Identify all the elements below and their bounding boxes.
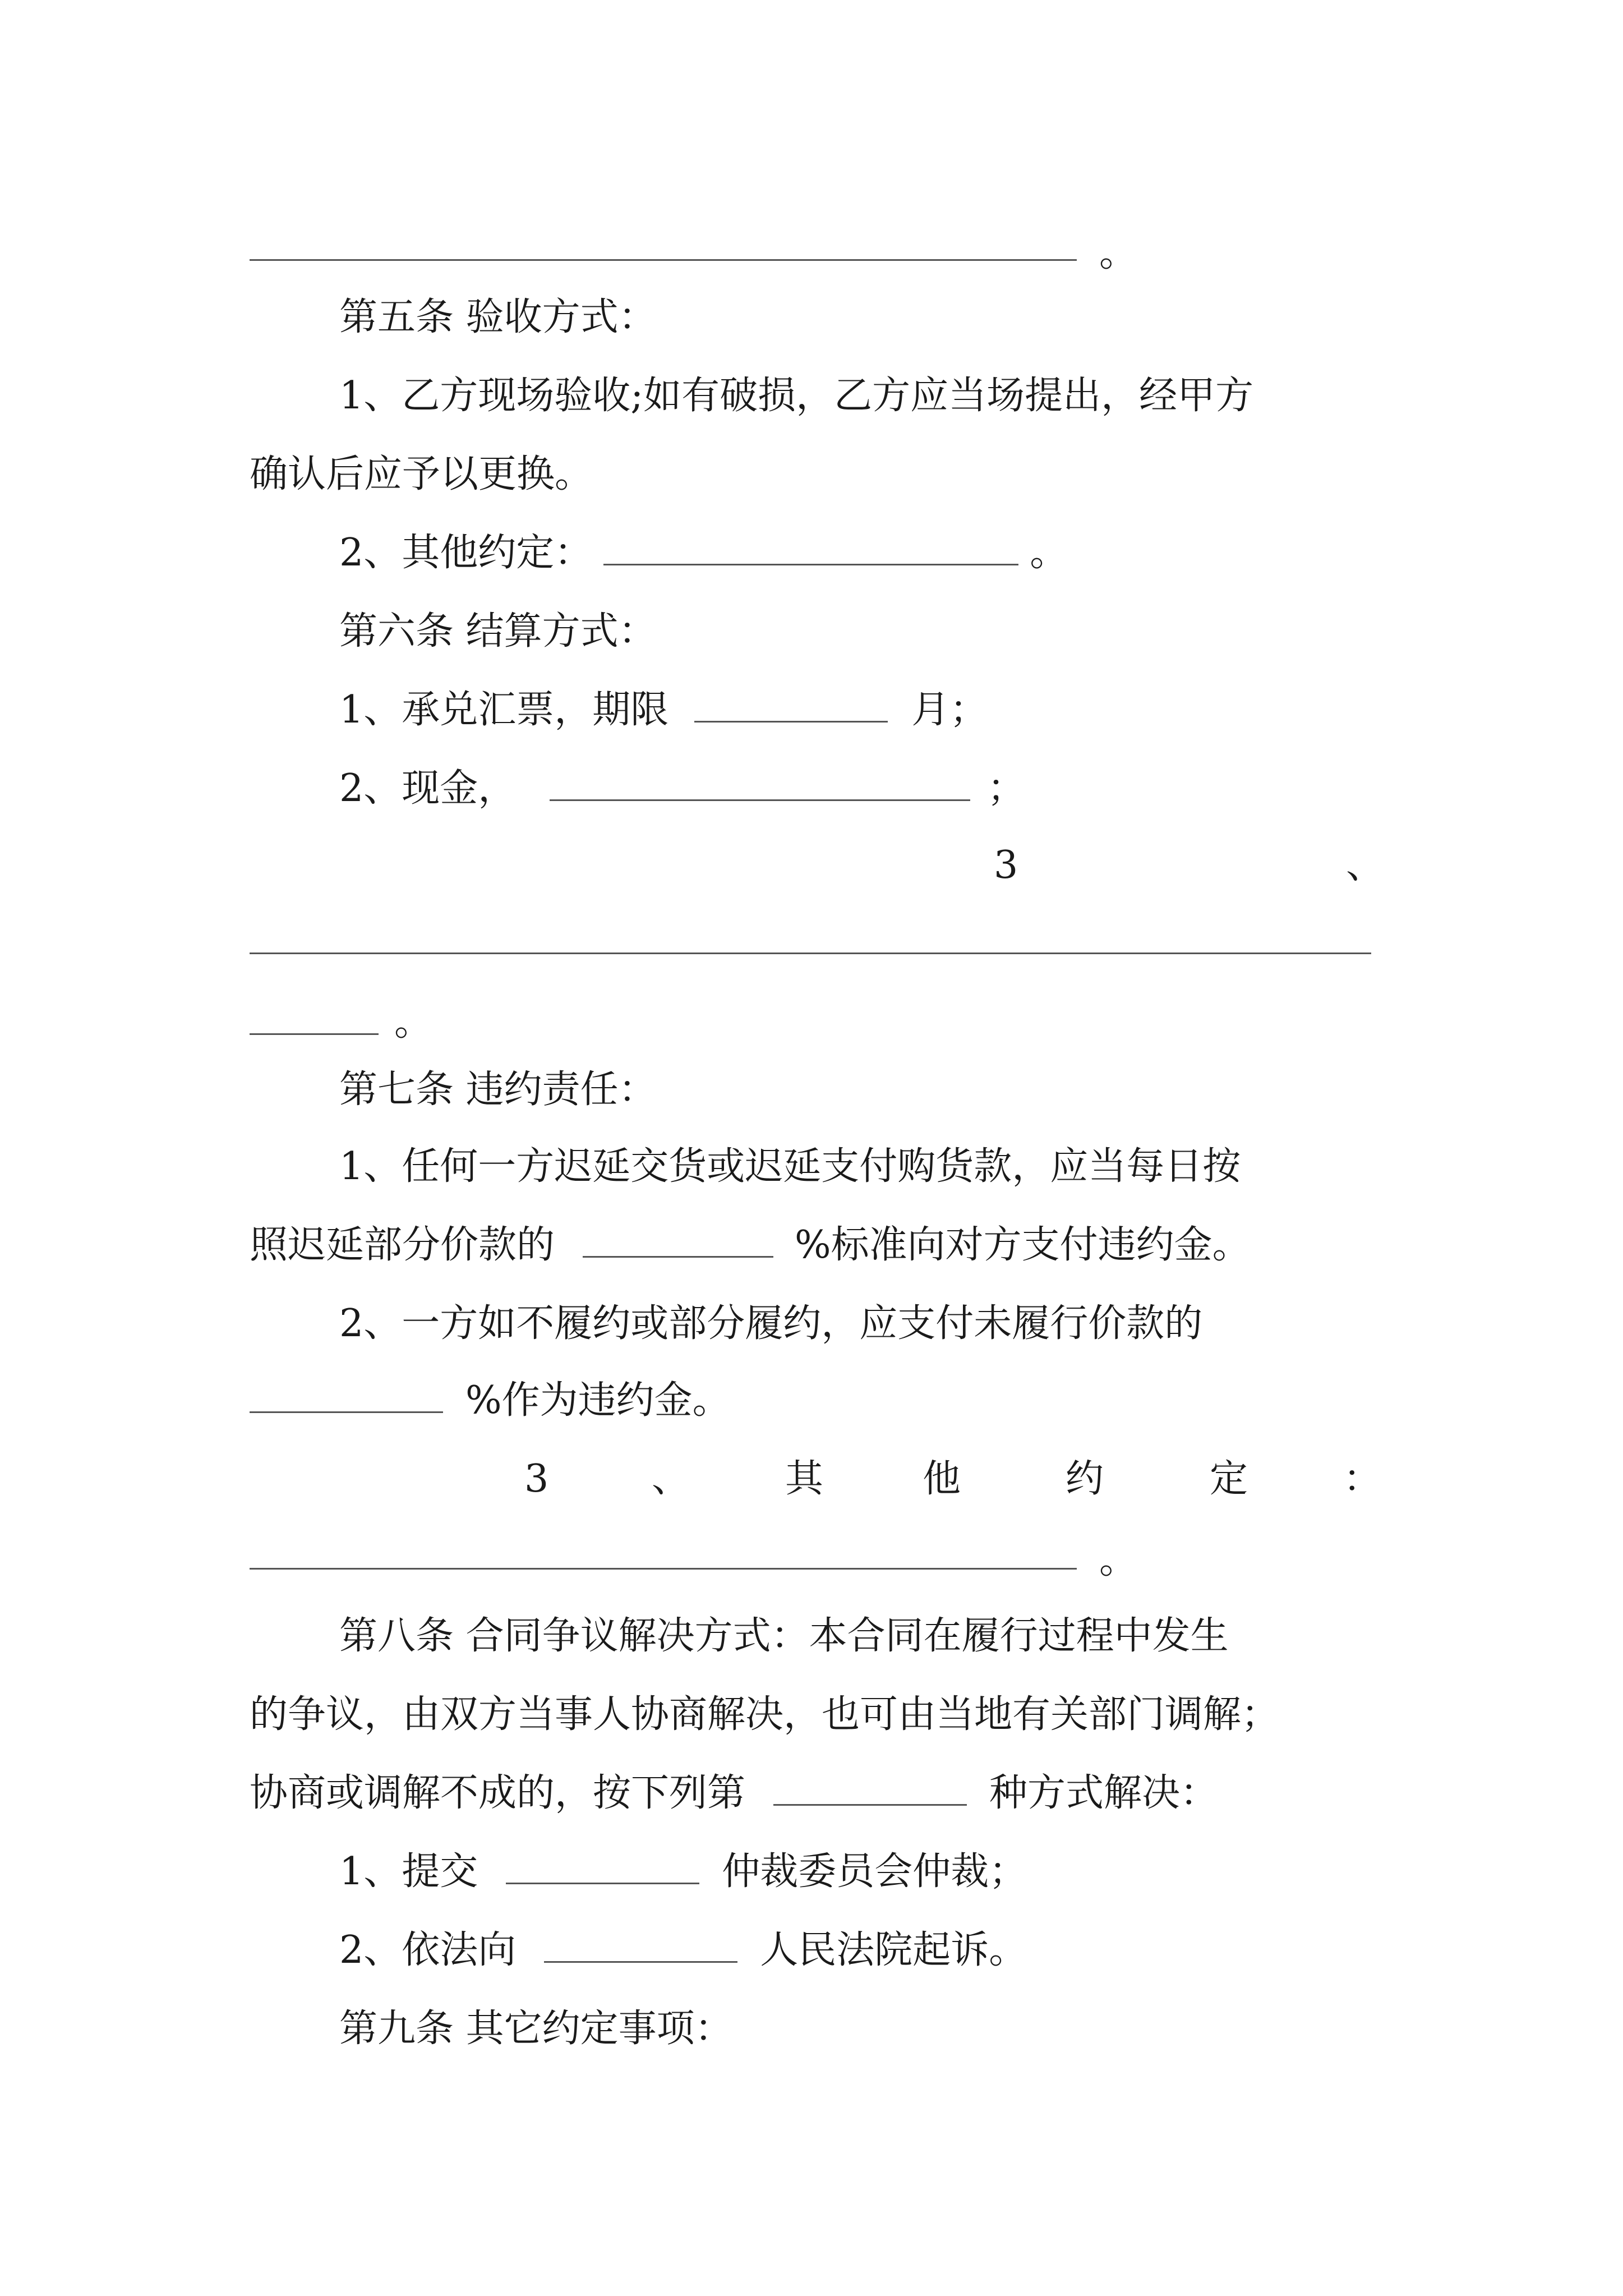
article-7-item-3-char: 3 — [524, 1457, 549, 1501]
article-7-item-3-char: ： — [1343, 1457, 1382, 1501]
article-7-title: 第七条 违约责任： — [339, 1068, 657, 1112]
fill-blank — [694, 679, 888, 723]
article-7-item-3-char: 约 — [1066, 1457, 1104, 1501]
article-8-choice-label: 协商或调解不成的，按下列第 — [250, 1771, 746, 1815]
fill-blank — [544, 1920, 737, 1963]
article-7-item-3 — [250, 1446, 1382, 1513]
blank-line — [250, 1568, 1077, 1570]
article-8-choice-end: 种方式解决： — [989, 1771, 1219, 1815]
article-7-item-1-cont — [250, 1212, 1251, 1279]
fill-blank — [250, 1370, 443, 1413]
article-7-item-3-char: 其 — [785, 1457, 824, 1501]
article-7-item-3-char: 他 — [923, 1457, 961, 1501]
article-8-text-cont-2 — [250, 1760, 1218, 1827]
article-8-item-2-end: 人民法院起诉。 — [760, 1928, 1027, 1972]
article-9-title: 第九条 其它约定事项： — [339, 2007, 733, 2051]
article-7-item-3-end: 。 — [1099, 1538, 1138, 1582]
article-8-item-1-label: 1、提交 — [339, 1849, 478, 1894]
article-6-item-3 — [250, 832, 1385, 899]
article-5-item-1-cont: 确认后应予以更换。 — [250, 452, 593, 496]
article-6-item-2-end: ； — [987, 766, 1026, 811]
article-7-item-2-end: %作为违约金。 — [465, 1378, 731, 1423]
article-8-text: 第八条 合同争议解决方式：本合同在履行过程中发生 — [339, 1614, 1229, 1658]
article-8-item-1-end: 仲裁委员会仲裁； — [722, 1849, 1027, 1894]
fill-blank — [506, 1841, 699, 1884]
fill-blank — [583, 1214, 773, 1258]
article-7-item-1-label: 照迟延部分价款的 — [250, 1223, 555, 1267]
article-5-title: 第五条 验收方式： — [339, 295, 657, 339]
fill-blank — [250, 992, 379, 1035]
article-6-item-3-num: 3 — [994, 843, 1018, 887]
article-6-item-2-label: 2、现金， — [339, 766, 517, 811]
article-6-item-3-cont — [250, 989, 432, 1056]
article-7-item-3-char: 、 — [652, 1457, 690, 1501]
fill-blank — [773, 1763, 967, 1806]
article-6-item-1 — [339, 677, 988, 744]
article-8-item-2 — [339, 1917, 1027, 1984]
article-6-item-3-end: 。 — [394, 1000, 433, 1045]
article-6-item-1-end: 月； — [911, 688, 988, 732]
article-6-item-3-sep: 、 — [1346, 843, 1385, 887]
article-6-item-2 — [339, 755, 1025, 822]
article-5-item-2-end: 。 — [1030, 531, 1068, 575]
fill-blank — [550, 758, 970, 801]
fill-blank — [603, 522, 1018, 565]
blank-line — [250, 953, 1371, 954]
article-5-item-2 — [339, 519, 1068, 587]
article-5-item-1: 1、乙方现场验收;如有破损，乙方应当场提出，经甲方 — [339, 374, 1254, 418]
article-7-item-1: 1、任何一方迟延交货或迟延支付购货款，应当每日按 — [339, 1144, 1241, 1189]
article-7-item-3-char: 定 — [1210, 1457, 1248, 1501]
article-6-title: 第六条 结算方式： — [339, 609, 657, 654]
article-6-item-1-label: 1、承兑汇票，期限 — [339, 688, 669, 732]
article-8-item-1 — [339, 1838, 1027, 1906]
article-8-item-2-label: 2、依法向 — [339, 1928, 517, 1972]
article-7-item-1-end: %标准向对方支付违约金。 — [795, 1223, 1251, 1267]
article-8-text-cont: 的争议，由双方当事人协商解决，也可由当地有关部门调解； — [250, 1692, 1280, 1737]
article-7-item-2-cont — [250, 1367, 731, 1434]
blank-line — [250, 259, 1077, 261]
article-5-item-2-label: 2、其他约定： — [339, 531, 593, 575]
line-end-mark: 。 — [1099, 231, 1138, 275]
article-7-item-2: 2、一方如不履约或部分履约，应支付未履行价款的 — [339, 1301, 1203, 1346]
